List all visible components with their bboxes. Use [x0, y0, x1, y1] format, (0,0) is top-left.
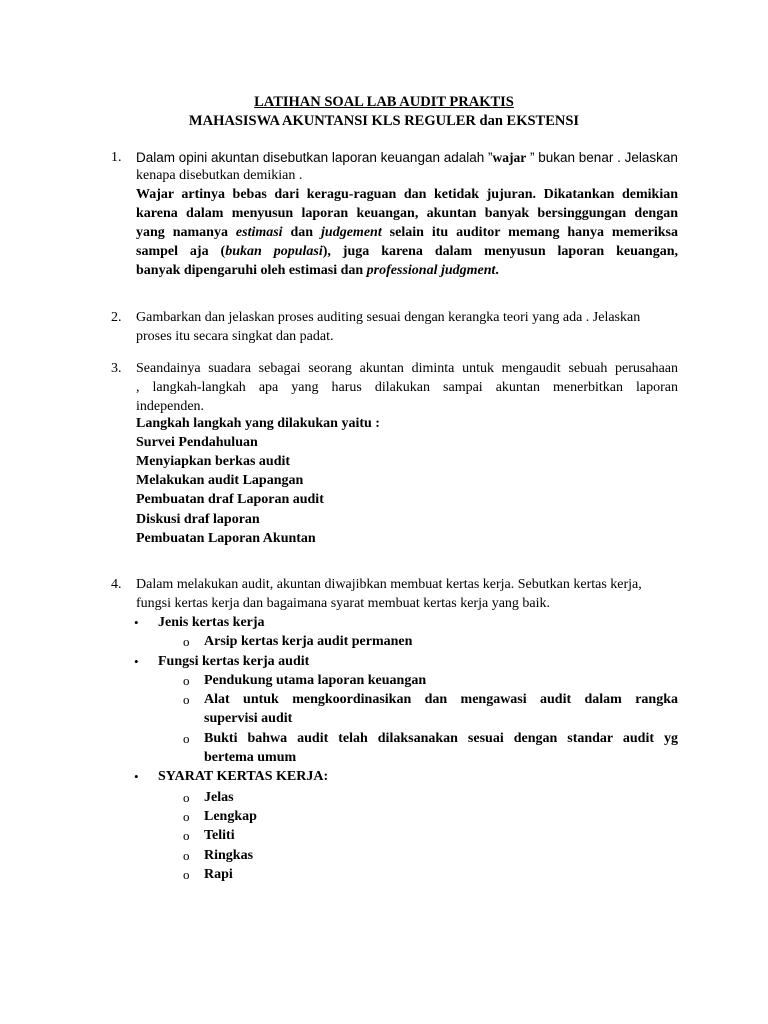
fungsi-item-continued: bertema umum — [204, 750, 297, 765]
answer-3-step: Survei Pendahuluan — [136, 435, 258, 450]
question-4-number: 4. — [111, 577, 122, 592]
syarat-item: Ringkas — [204, 848, 254, 863]
circle-bullet-icon: o — [183, 692, 190, 707]
jenis-item: Arsip kertas kerja audit permanen — [204, 634, 413, 649]
circle-bullet-icon: o — [183, 809, 190, 824]
answer-3-heading: Langkah langkah yang dilakukan yaitu : — [136, 416, 380, 431]
answer-3-step: Melakukan audit Lapangan — [136, 473, 304, 488]
circle-bullet-icon: o — [183, 867, 190, 882]
circle-bullet-icon: o — [183, 634, 190, 649]
question-3-text-line3: independen. — [136, 399, 205, 414]
fungsi-item: Bukti bahwa audit telah dilaksanakan sesuai dengan standar audit yg — [204, 731, 678, 746]
question-4-text-line2: fungsi kertas kerja dan bagaimana syarat membuat kertas kerja yang baik. — [136, 596, 551, 611]
circle-bullet-icon: o — [183, 790, 190, 805]
question-3-text-line2: , langkah-langkah apa yang harus dilakukan sampai akuntan menerbitkan laporan — [136, 380, 678, 395]
question-2-text: Gambarkan dan jelaskan proses auditing sesuai dengan kerangka teori yang ada . Jelaskan — [136, 310, 641, 325]
syarat-item: Teliti — [204, 828, 235, 843]
circle-bullet-icon: o — [183, 731, 190, 746]
fungsi-label: Fungsi kertas kerja audit — [158, 654, 310, 669]
answer-3-step: Pembuatan Laporan Akuntan — [136, 531, 316, 546]
question-2-text-line2: proses itu secara singkat dan padat. — [136, 329, 334, 344]
circle-bullet-icon: o — [183, 828, 190, 843]
bullet-icon: • — [134, 615, 139, 630]
answer-1-line3: yang namanya estimasi dan judgement selain itu auditor memang hanya memeriksa — [136, 225, 678, 240]
answer-3-step: Pembuatan draf Laporan audit — [136, 492, 324, 507]
circle-bullet-icon: o — [183, 848, 190, 863]
circle-bullet-icon: o — [183, 673, 190, 688]
answer-3-step: Menyiapkan berkas audit — [136, 454, 291, 469]
question-2-number: 2. — [111, 310, 122, 325]
syarat-item: Jelas — [204, 790, 234, 805]
syarat-item: Lengkap — [204, 809, 257, 824]
jenis-label: Jenis kertas kerja — [158, 615, 265, 630]
document-title: LATIHAN SOAL LAB AUDIT PRAKTIS — [254, 94, 514, 110]
question-4-text: Dalam melakukan audit, akuntan diwajibkan membuat kertas kerja. Sebutkan kertas kerja, — [136, 577, 642, 592]
answer-1-line5: banyak dipengaruhi oleh estimasi dan professional judgment. — [136, 263, 499, 278]
syarat-label: SYARAT KERTAS KERJA: — [158, 769, 329, 784]
question-3-number: 3. — [111, 361, 122, 376]
question-3-text: Seandainya suadara sebagai seorang akuntan diminta untuk mengaudit sebuah perusahaan — [136, 361, 678, 376]
answer-1-line1: Wajar artinya bebas dari keragu-raguan dan ketidak jujuran. Dikatankan demikian — [136, 187, 678, 202]
question-1-number: 1. — [111, 150, 122, 165]
bullet-icon: • — [134, 769, 139, 784]
answer-3-step: Diskusi draf laporan — [136, 512, 260, 527]
question-1-text-line2: kenapa disebutkan demikian . — [136, 168, 303, 183]
fungsi-item: Alat untuk mengkoordinasikan dan mengawasi audit dalam rangka — [204, 692, 678, 707]
answer-1-line4: sampel aja (bukan populasi), juga karena dalam menyusun laporan keuangan, — [136, 244, 679, 259]
fungsi-item-continued: supervisi audit — [204, 711, 293, 726]
document-subtitle: MAHASISWA AKUNTANSI KLS REGULER dan EKSTENSI — [188, 113, 580, 129]
syarat-item: Rapi — [204, 867, 233, 882]
question-1-text: Dalam opini akuntan disebutkan laporan keuangan adalah ”wajar ” bukan benar . Jelaskan — [136, 150, 678, 165]
bullet-icon: • — [134, 654, 139, 669]
answer-1-line2: karena dalam menyusun laporan keuangan, akuntan banyak bersinggungan dengan — [136, 206, 678, 221]
fungsi-item: Pendukung utama laporan keuangan — [204, 673, 427, 688]
